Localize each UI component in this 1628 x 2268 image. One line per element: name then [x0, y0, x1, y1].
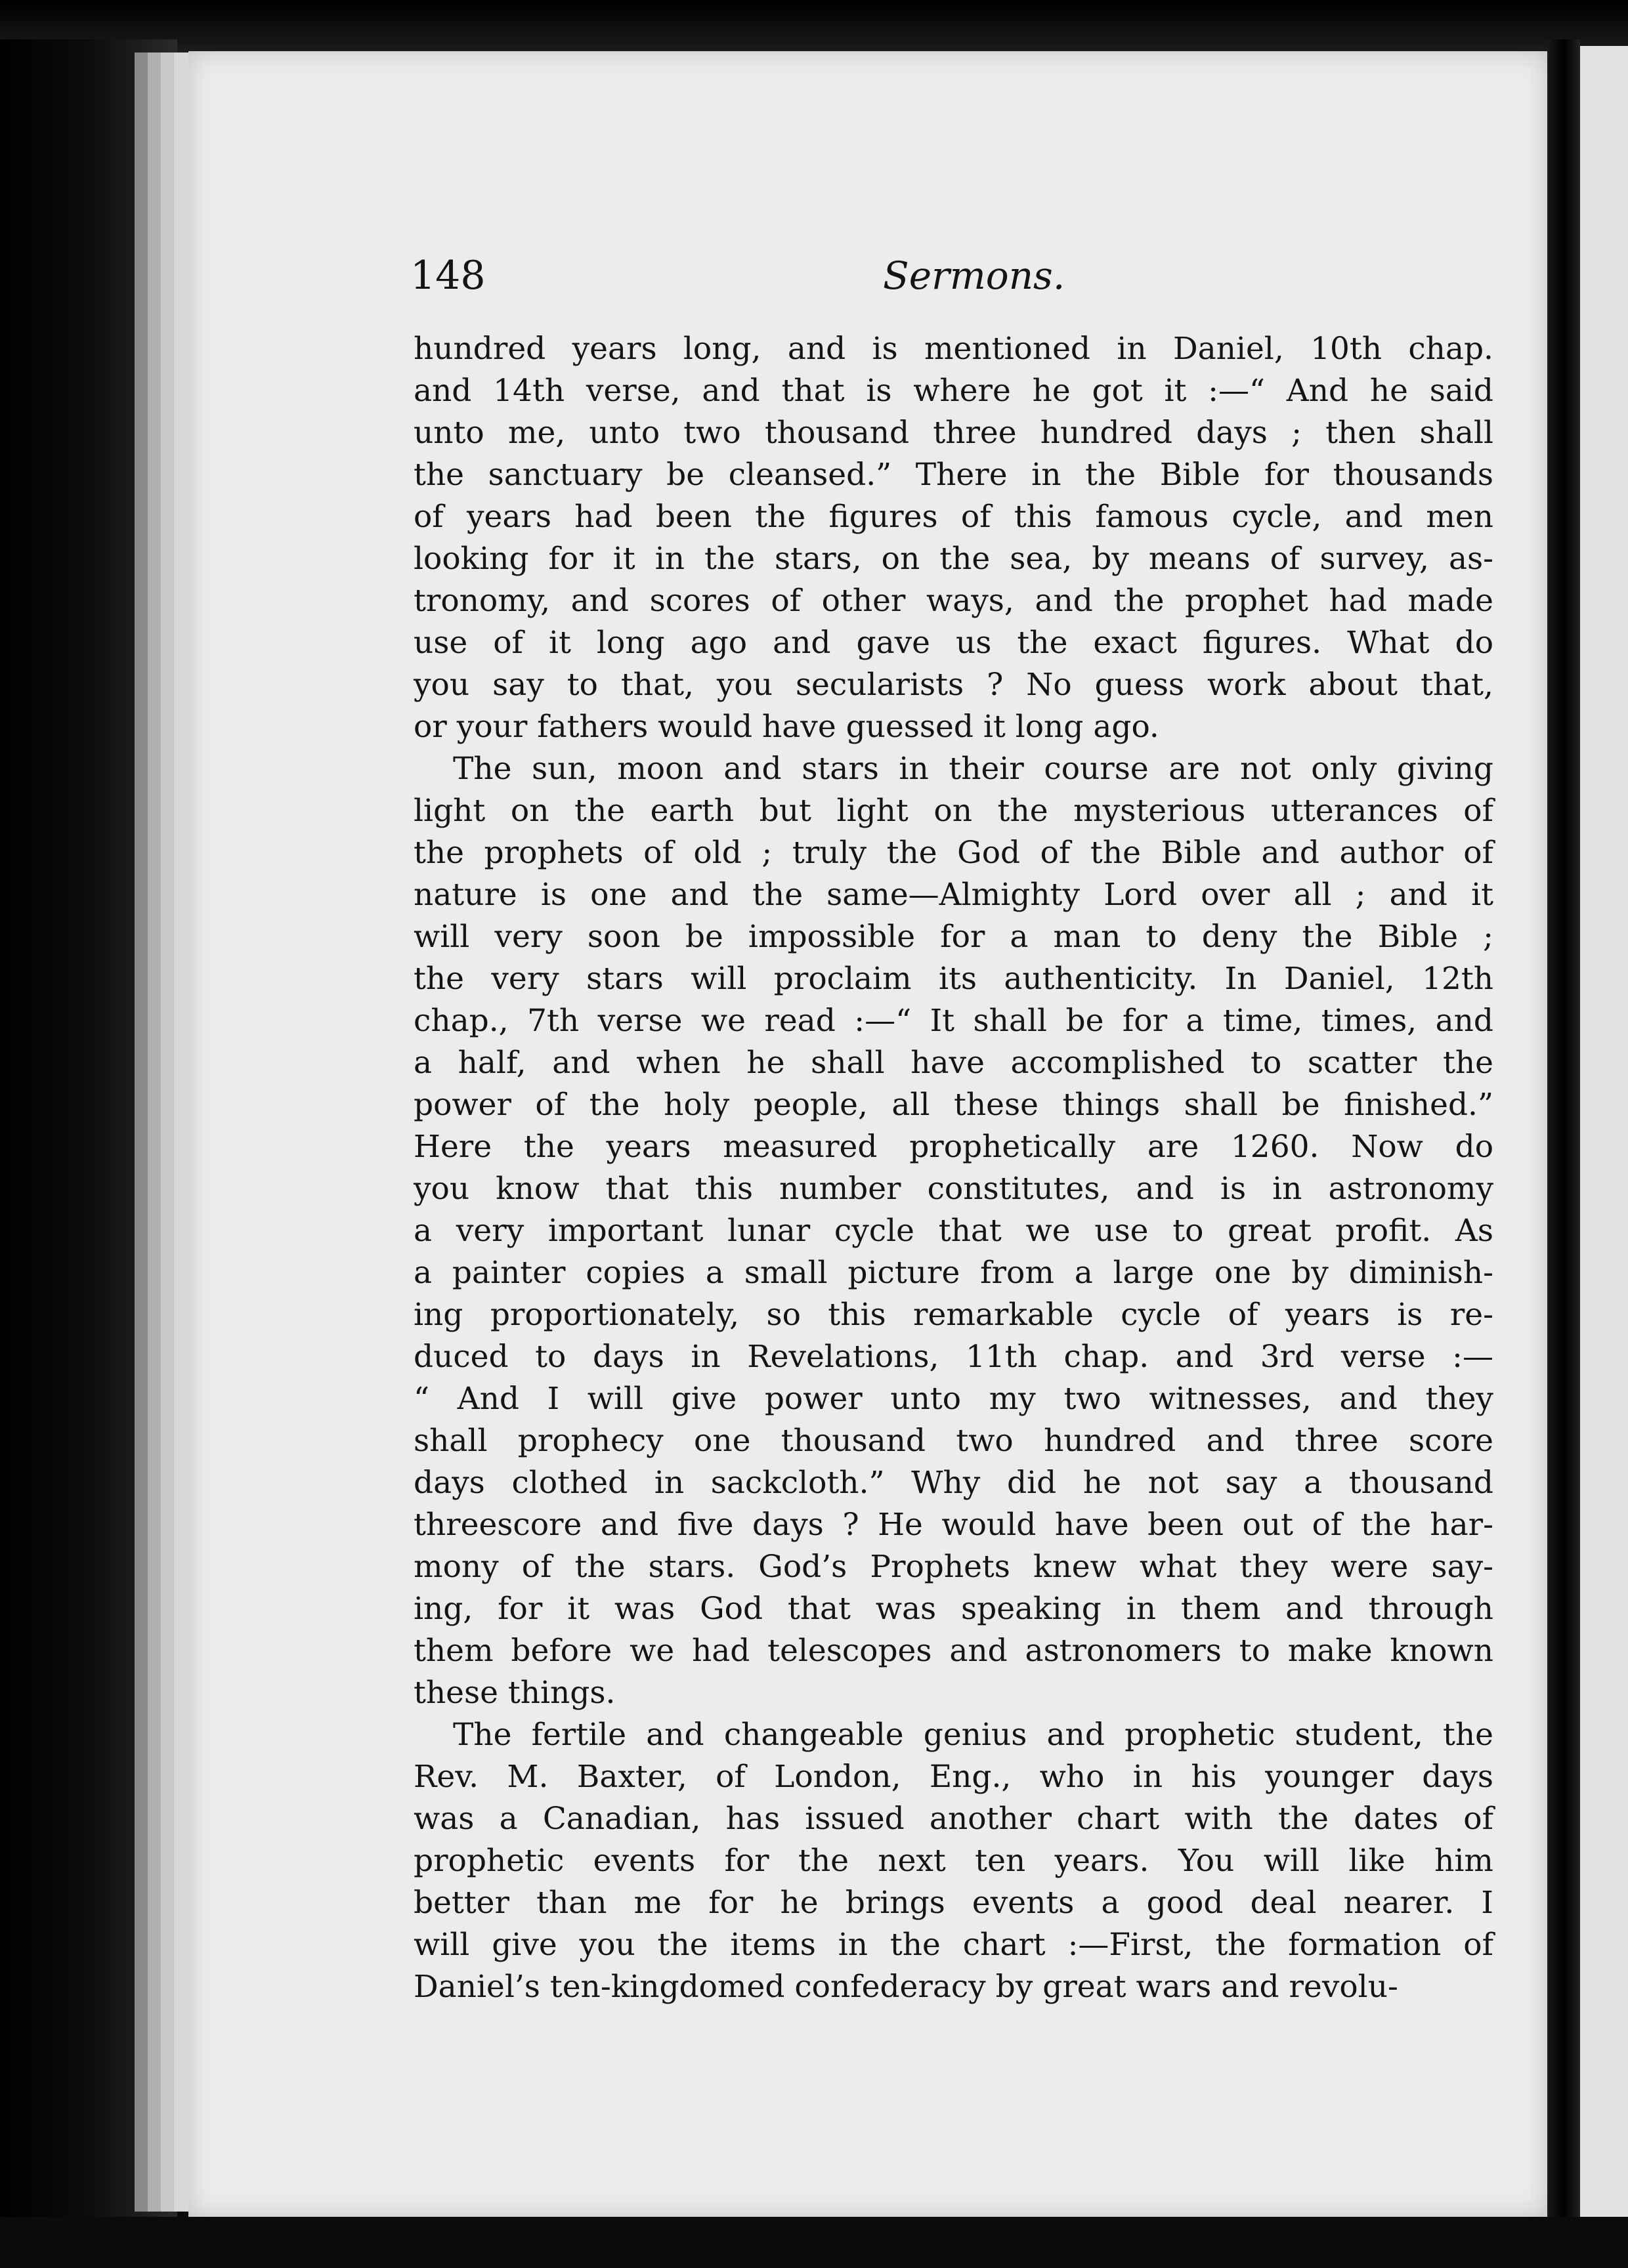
text-line: the prophets of old ; truly the God of the Bible and author of — [414, 835, 1493, 871]
page-edge — [161, 52, 175, 2212]
text-line: days clothed in sackcloth.” Why did he not say a thousand — [414, 1465, 1493, 1501]
text-line: “ And I will give power unto my two witnesses, and they — [414, 1381, 1493, 1417]
text-line: the sanctuary be cleansed.” There in the Bible for thousands — [414, 457, 1493, 493]
text-line: and 14th verse, and that is where he got it :—“ And he said — [414, 373, 1493, 409]
paragraph — [414, 328, 1493, 748]
text-line: the very stars will proclaim its authenticity. In Daniel, 12th — [414, 961, 1493, 997]
text-line: power of the holy people, all these things shall be finished.” — [414, 1087, 1493, 1123]
text-line: chap., 7th verse we read :—“ It shall be for a time, times, and — [414, 1003, 1493, 1039]
text-line: use of it long ago and gave us the exact figures. What do — [414, 625, 1493, 661]
text-line: Rev. M. Baxter, of London, Eng., who in his younger days — [414, 1759, 1493, 1795]
gutter — [1547, 39, 1580, 2268]
text-line: them before we had telescopes and astronomers to make known — [414, 1633, 1493, 1669]
text-line: unto me, unto two thousand three hundred days ; then shall — [414, 415, 1493, 451]
text-line: tronomy, and scores of other ways, and the prophet had made — [414, 583, 1493, 619]
text-line: a half, and when he shall have accomplished to scatter the — [414, 1045, 1493, 1081]
page-number: 148 — [410, 253, 486, 299]
text-line: these things. — [414, 1675, 616, 1711]
text-line: mony of the stars. God’s Prophets knew what they were say- — [414, 1549, 1493, 1585]
text-line: or your fathers would have guessed it long ago. — [414, 709, 1159, 745]
running-title: Sermons. — [883, 253, 1065, 298]
text-line: Daniel’s ten-kingdomed confederacy by great wars and revolu- — [414, 1969, 1398, 2005]
text-line: will give you the items in the chart :—First, the formation of — [414, 1927, 1493, 1963]
text-line: you say to that, you secularists ? No guess work about that, — [414, 667, 1493, 703]
text-line: a very important lunar cycle that we use to great profit. As — [414, 1213, 1493, 1249]
text-line: hundred years long, and is mentioned in Daniel, 10th chap. — [414, 331, 1493, 367]
text-line: nature is one and the same—Almighty Lord over all ; and it — [414, 877, 1493, 913]
text-line: ing proportionately, so this remarkable cycle of years is re- — [414, 1297, 1493, 1333]
paragraph — [414, 748, 1493, 1714]
text-line: light on the earth but light on the mysterious utterances of — [414, 793, 1493, 829]
text-line: looking for it in the stars, on the sea, by means of survey, as- — [414, 541, 1493, 577]
page-header — [226, 243, 1461, 315]
top-binding-edge — [0, 0, 1628, 59]
text-line: The fertile and changeable genius and prophetic student, the — [453, 1717, 1493, 1753]
text-line: prophetic events for the next ten years. You will like him — [414, 1843, 1493, 1879]
text-line: of years had been the figures of this famous cycle, and men — [414, 499, 1493, 535]
text-line: will very soon be impossible for a man to deny the Bible ; — [414, 919, 1493, 955]
bottom-edge — [0, 2217, 1628, 2268]
text-line: The sun, moon and stars in their course are not only giving — [453, 751, 1493, 787]
text-line: better than me for he brings events a good deal nearer. I — [414, 1885, 1493, 1921]
text-line: duced to days in Revelations, 11th chap. and 3rd verse :— — [414, 1339, 1493, 1375]
body-text — [414, 328, 1493, 2008]
text-line: a painter copies a small picture from a large one by diminish- — [414, 1255, 1493, 1291]
text-line: you know that this number constitutes, and is in astronomy — [414, 1171, 1493, 1207]
facing-page-edge — [1580, 46, 1628, 2268]
text-line: threescore and five days ? He would have been out of the har- — [414, 1507, 1493, 1543]
text-line: was a Canadian, has issued another chart with the dates of — [414, 1801, 1493, 1837]
text-line: Here the years measured prophetically are 1260. Now do — [414, 1129, 1493, 1165]
text-line: shall prophecy one thousand two hundred and three score — [414, 1423, 1493, 1459]
page-edge — [148, 52, 162, 2212]
paragraph — [414, 1714, 1493, 2008]
text-line: ing, for it was God that was speaking in them and through — [414, 1591, 1493, 1627]
page-edge — [135, 52, 149, 2212]
page-edge — [174, 52, 190, 2212]
